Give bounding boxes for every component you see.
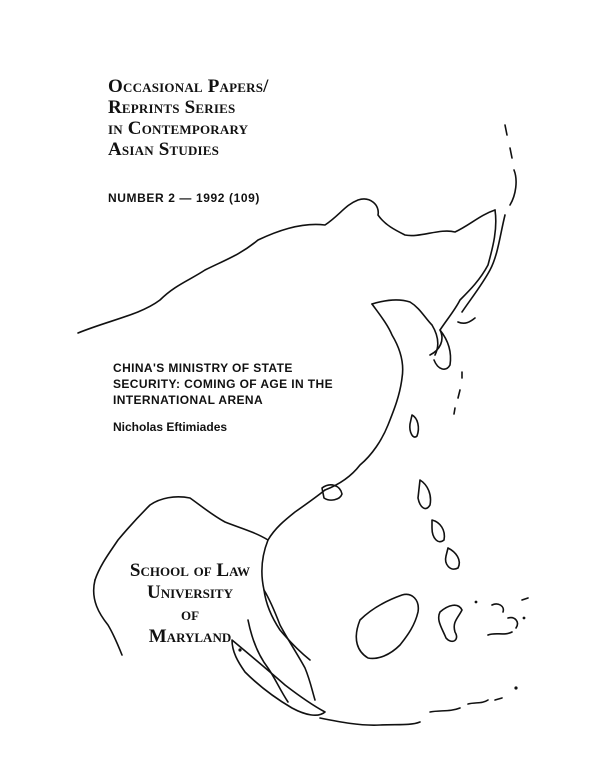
series-title-line: in Contemporary bbox=[108, 118, 249, 139]
article-title-line: INTERNATIONAL ARENA bbox=[113, 393, 264, 407]
publisher-line: University bbox=[147, 582, 233, 603]
publisher-line: School of Law bbox=[129, 560, 251, 581]
author-name: Nicholas Eftimiades bbox=[113, 420, 228, 434]
publisher-name bbox=[120, 560, 260, 648]
publisher-line: of bbox=[180, 604, 200, 625]
publisher-line: Maryland bbox=[148, 626, 232, 647]
series-title-line: Asian Studies bbox=[108, 139, 220, 160]
series-title-line: Occasional Papers/ bbox=[108, 76, 269, 97]
article-title-line: SECURITY: COMING OF AGE IN THE bbox=[113, 377, 334, 391]
article-title bbox=[113, 360, 333, 408]
series-title bbox=[108, 76, 269, 160]
article-title-line: CHINA'S MINISTRY OF STATE bbox=[113, 361, 293, 375]
series-title-line: Reprints Series bbox=[108, 97, 236, 118]
issue-number: NUMBER 2 — 1992 (109) bbox=[108, 191, 260, 205]
